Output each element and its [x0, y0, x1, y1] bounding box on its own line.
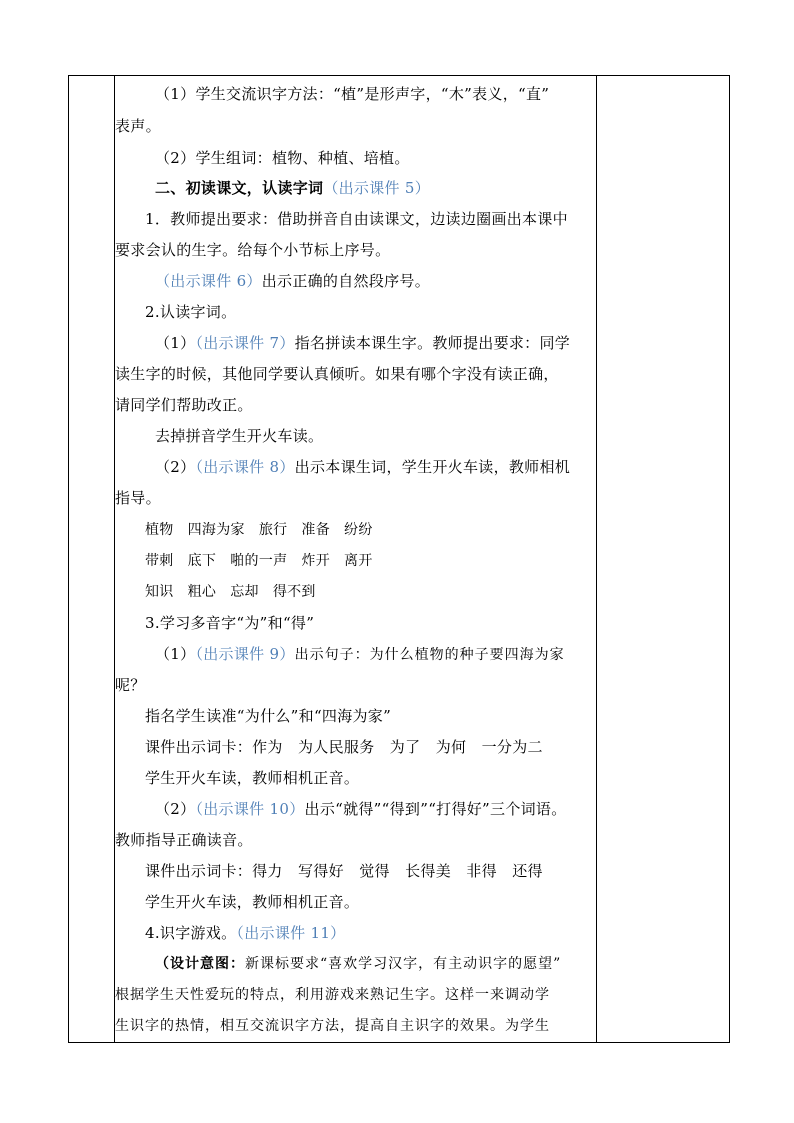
- text-line: 去掉拼音学生开火车读。: [155, 427, 324, 445]
- word: 纷纷: [344, 522, 373, 538]
- text-line: 指导。: [115, 489, 161, 507]
- word: 植物: [145, 522, 174, 538]
- text-line: 学生开火车读，教师相机正音。: [145, 893, 360, 911]
- word: 四海为家: [187, 522, 245, 538]
- text-line: 请同学们帮助改正。: [115, 396, 253, 414]
- word: 准备: [301, 522, 331, 538]
- text-line: 4.识字游戏。（出示课件 11）: [145, 924, 346, 942]
- text-line: （出示课件 6）出示正确的自然段序号。: [155, 272, 431, 290]
- text-line: 表声。: [115, 117, 161, 135]
- notes-column: [597, 76, 729, 1042]
- text-line: 3.学习多音字“为”和“得”: [145, 614, 315, 632]
- text-line: 指名学生读准“为什么”和“四海为家”: [145, 707, 392, 725]
- text-line: （1）学生交流识字方法：“植”是形声字，“木”表义，“直”: [155, 85, 550, 103]
- word-row: [115, 520, 596, 540]
- word: 啪的一声: [230, 553, 288, 569]
- text-line: 1．教师提出要求：借助拼音自由读课文，边读边圈画出本课中: [145, 210, 568, 228]
- word: 离开: [344, 553, 373, 569]
- word: 忘却: [230, 584, 259, 600]
- design-intent-line: 生识字的热情，相互交流识字方法，提高自主识字的效果。为学生: [115, 1018, 550, 1034]
- text-line: 学生开火车读，教师相机正音。: [145, 769, 360, 787]
- lesson-content-cell: [115, 76, 596, 1042]
- text-line: 呢？: [115, 676, 146, 694]
- word: 粗心: [187, 584, 217, 600]
- text-line: （2）（出示课件 10）出示“就得”“得到”“打得好”三个词语。: [155, 800, 567, 818]
- word: 知识: [145, 584, 174, 600]
- design-intent-line: （设计意图：新课标要求“喜欢学习汉字，有主动识字的愿望”: [155, 956, 562, 972]
- text-line: 课件出示词卡：得力 写得好 觉得 长得美 非得 还得: [145, 862, 543, 880]
- text-line: 2.认读字词。: [145, 303, 237, 321]
- text-line: 教师指导正确读音。: [115, 831, 253, 849]
- text-line: （1）（出示课件 7）指名拼读本课生字。教师提出要求：同学: [155, 334, 571, 352]
- word: 带刺: [145, 553, 174, 569]
- section-heading: 二、初读课文，认读字词（出示课件 5）: [155, 179, 431, 197]
- lesson-table: [68, 75, 730, 1043]
- text-line: （2）学生组词：植物、种植、培植。: [155, 149, 410, 167]
- word-row: [115, 582, 596, 602]
- text-line: 读生字的时候，其他同学要认真倾听。如果有哪个字没有读正确，: [115, 365, 559, 383]
- word: 得不到: [272, 584, 316, 600]
- word-row: [115, 551, 596, 571]
- word: 旅行: [258, 522, 288, 538]
- design-intent-line: 根据学生天性爱玩的特点，利用游戏来熟记生字。这样一来调动学: [115, 987, 550, 1003]
- text-line: 课件出示词卡：作为 为人民服务 为了 为何 一分为二: [145, 738, 543, 756]
- text-line: （2）（出示课件 8）出示本课生词，学生开火车读，教师相机: [155, 458, 571, 476]
- text-line: 要求会认的生字。给每个小节标上序号。: [115, 241, 391, 259]
- text-line: （1）（出示课件 9）出示句子：为什么植物的种子要四海为家: [155, 645, 565, 663]
- word: 底下: [187, 553, 217, 569]
- word: 炸开: [301, 553, 331, 569]
